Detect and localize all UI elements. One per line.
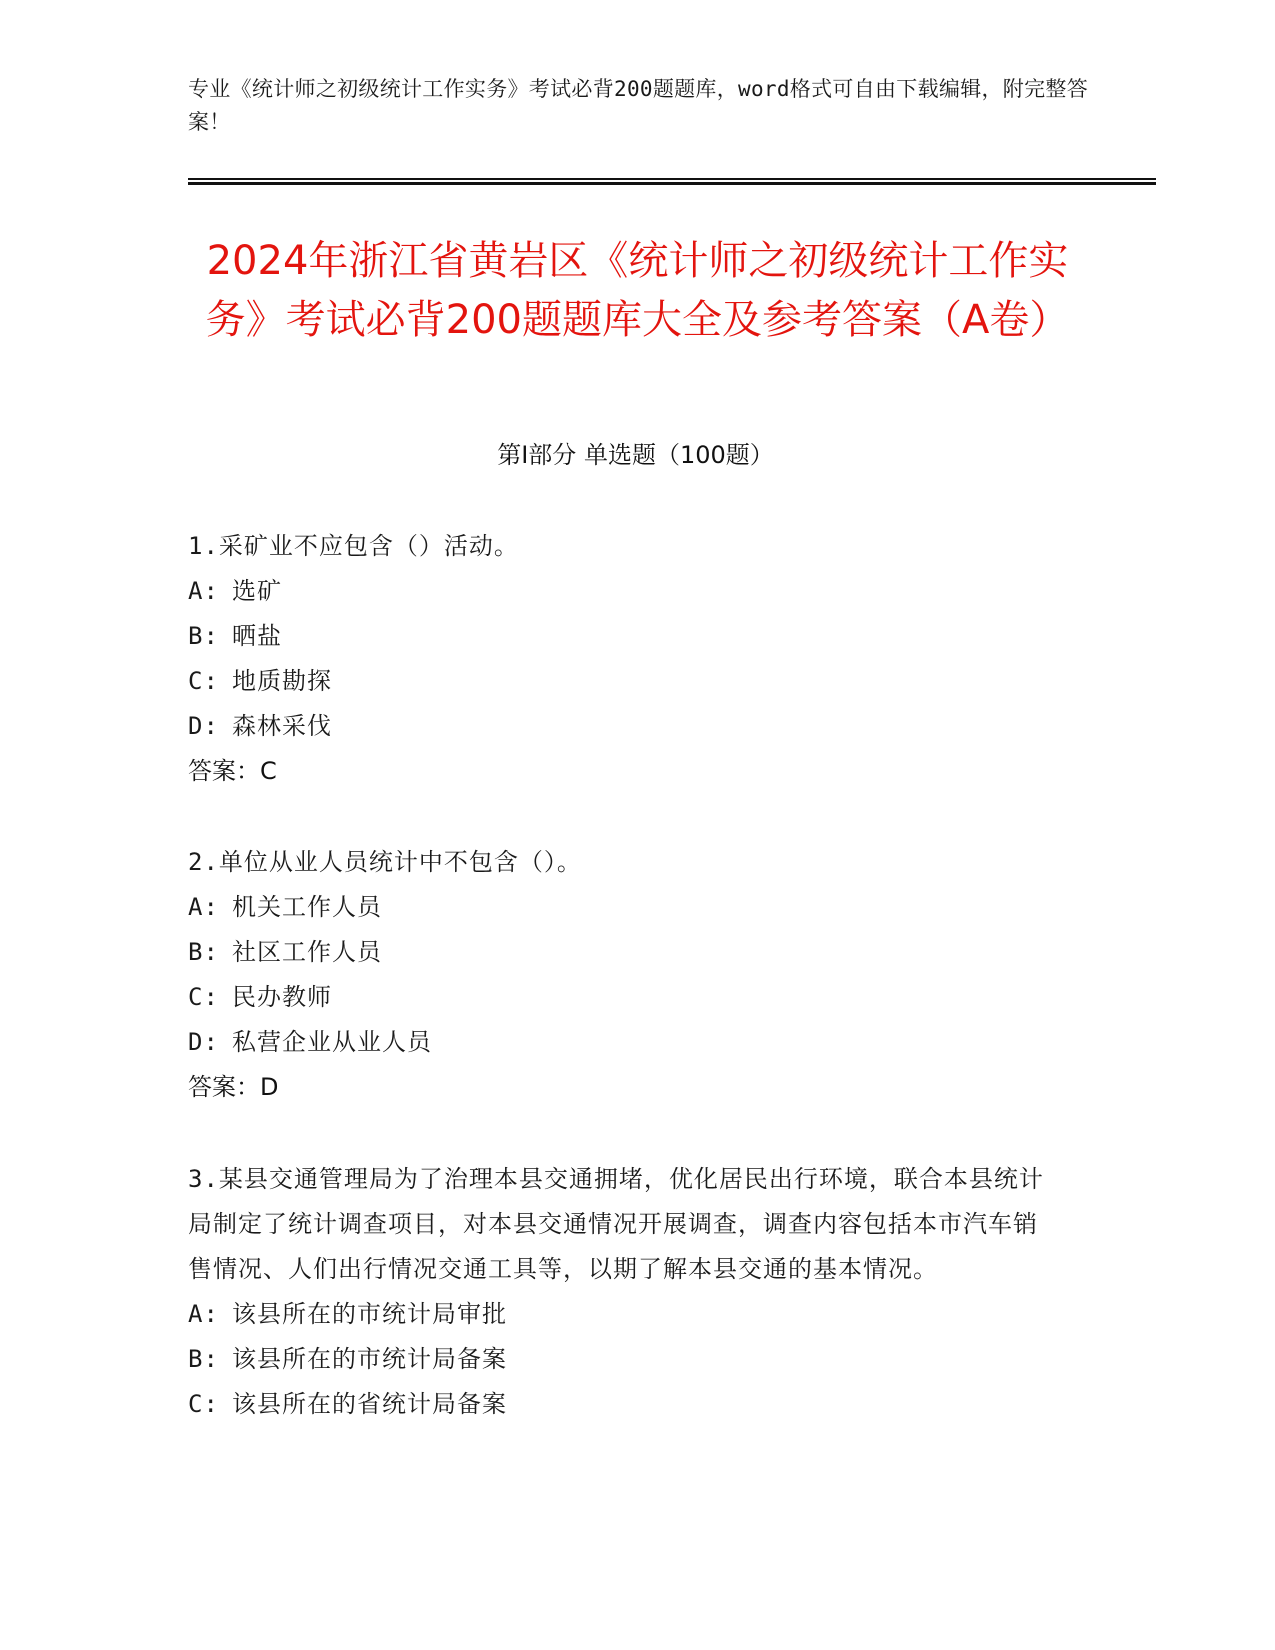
option-b — [188, 930, 1058, 975]
option-text: 选矿 — [232, 577, 282, 605]
option-text: 该县所在的市统计局审批 — [232, 1300, 507, 1328]
question-stem: 3.某县交通管理局为了治理本县交通拥堵，优化居民出行环境，联合本县统计局制定了统计调查项目，对本县交通情况开展调查，调查内容包括本市汽车销售情况、人们出行情况交通工具等，以期了解本县交通的基本情况。 — [188, 1165, 1044, 1283]
option-c — [188, 1382, 1058, 1427]
option-text: 社区工作人员 — [232, 938, 382, 966]
option-d — [188, 1020, 1058, 1065]
option-text: 民办教师 — [232, 983, 332, 1011]
header-divider-thick — [188, 182, 1156, 185]
option-b — [188, 614, 1058, 659]
option-key: C: — [188, 1390, 219, 1418]
section-title: 第I部分 单选题（100题） — [497, 441, 774, 469]
option-a — [188, 1292, 1058, 1337]
option-key: D: — [188, 1028, 219, 1056]
option-key: C: — [188, 667, 219, 695]
option-a — [188, 569, 1058, 614]
question-2 — [188, 840, 1058, 1110]
question-stem: 2.单位从业人员统计中不包含（）。 — [188, 848, 582, 876]
option-a — [188, 885, 1058, 930]
question-1 — [188, 524, 1058, 794]
option-text: 晒盐 — [232, 622, 282, 650]
option-d — [188, 704, 1058, 749]
option-text: 森林采伐 — [232, 712, 332, 740]
option-key: B: — [188, 938, 219, 966]
option-text: 该县所在的市统计局备案 — [232, 1345, 507, 1373]
answer-line: 答案：C — [188, 757, 277, 785]
document-title: 2024年浙江省黄岩区《统计师之初级统计工作实务》考试必背200题题库大全及参考答案（A卷） — [205, 238, 1070, 343]
option-text: 该县所在的省统计局备案 — [232, 1390, 507, 1418]
option-key: C: — [188, 983, 219, 1011]
option-key: A: — [188, 1300, 219, 1328]
option-key: D: — [188, 712, 219, 740]
option-c — [188, 659, 1058, 704]
option-key: B: — [188, 1345, 219, 1373]
option-text: 机关工作人员 — [232, 893, 382, 921]
option-text: 私营企业从业人员 — [232, 1028, 432, 1056]
answer-line: 答案：D — [188, 1073, 279, 1101]
option-b — [188, 1337, 1058, 1382]
question-3 — [188, 1157, 1058, 1427]
header-note: 专业《统计师之初级统计工作实务》考试必背200题题库，word格式可自由下载编辑，附完整答案！ — [188, 77, 1088, 134]
option-key: B: — [188, 622, 219, 650]
option-c — [188, 975, 1058, 1020]
option-key: A: — [188, 893, 219, 921]
question-stem: 1.采矿业不应包含（）活动。 — [188, 532, 519, 560]
option-key: A: — [188, 577, 219, 605]
option-text: 地质勘探 — [232, 667, 332, 695]
header-divider-thin — [188, 178, 1156, 180]
